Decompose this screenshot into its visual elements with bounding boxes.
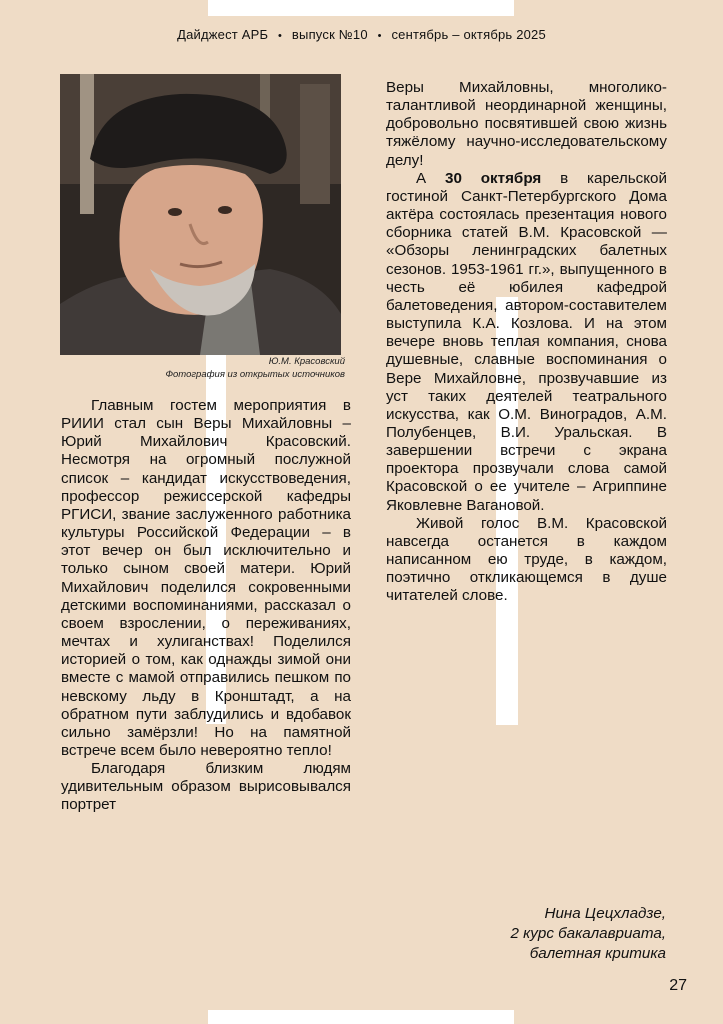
top-tab-decoration	[208, 0, 514, 16]
header-separator: •	[278, 30, 283, 42]
bottom-tab-decoration	[208, 1010, 514, 1024]
right-text-column	[386, 79, 667, 606]
issue-number: выпуск №10	[291, 27, 368, 42]
left-text-column	[61, 397, 351, 815]
photo-caption	[60, 355, 345, 381]
author-course: 2 курс бакалавриата,	[510, 925, 666, 942]
paragraph: Главным гостем мероприятия в РИИИ стал сын Веры Михайловны – Юрий Михайлович Красовский. Несмотря на огромный послужной список – кандидат искусствоведения, профессор режиссерской кафедры РГИСИ, звание заслуженного работника культуры Российской Федерации – в этот вечер он был исключительно и только сыном своей матери. Юрий Михайлович поделился сокровенными детскими воспоминаниями, рассказал о своем взрослении, о переживаниях, мечтах и хулиганствах! Поделился историей о том, как однажды зимой они вместе с мамой отправились пешком по невскому льду в Кронштадт, а на обратном пути заблудились и вдобавок сильно замёрзли! Но на памятной встрече всем было невероятно тепло!	[61, 397, 351, 759]
portrait-photo	[60, 74, 341, 355]
author-specialty: балетная критика	[529, 945, 666, 962]
author-signature	[386, 904, 666, 964]
running-header	[0, 27, 723, 42]
text-span: А	[416, 169, 445, 187]
text-span: в карельской гостиной Санкт-Петербургского Дома актёра состоялась презентация нового сборника статей В.М. Красовской — «Обзоры ленинградских балетных сезонов. 1953-1961 гг.», выпущенного в честь её юбилея кафедрой балетоведения, автором-составителем выступила К.А. Козлова. И на этом вечере вновь теплая компания, снова душевные, славные воспоминания о Вере Михайловне, прозвучавшие из уст таких деятелей театрального искусства, как О.М. Виноградов, А.М. Полубенцев, В.И. Уральская. В завершении встречи с экрана проектора прозвучали слова самой Красовской о ее учителе – Агриппине Яковлевне Вагановой.	[386, 169, 667, 514]
paragraph: Благодаря близким людям удивительным образом вырисовывался портрет	[61, 760, 351, 814]
header-separator: •	[377, 30, 382, 42]
caption-source: Фотография из открытых источников	[165, 369, 345, 380]
publication-title: Дайджест АРБ	[177, 27, 269, 42]
caption-name: Ю.М. Красовский	[268, 356, 345, 367]
paragraph	[386, 170, 667, 515]
highlighted-date: 30 октября	[445, 169, 542, 187]
issue-period: сентябрь – октябрь 2025	[391, 27, 546, 42]
paragraph: Живой голос В.М. Красовской навсегда останется в каждом написанном ею труде, в каждом, поэтично откликающемся в душе читателей слове.	[386, 514, 667, 605]
page-number: 27	[669, 977, 687, 994]
paragraph: Веры Михайловны, многолико-талантливой неординарной женщины, добровольно посвятившей свою жизнь тяжёлому научно-исследовательскому делу!	[386, 79, 667, 169]
author-name: Нина Цецхладзе,	[544, 905, 666, 922]
